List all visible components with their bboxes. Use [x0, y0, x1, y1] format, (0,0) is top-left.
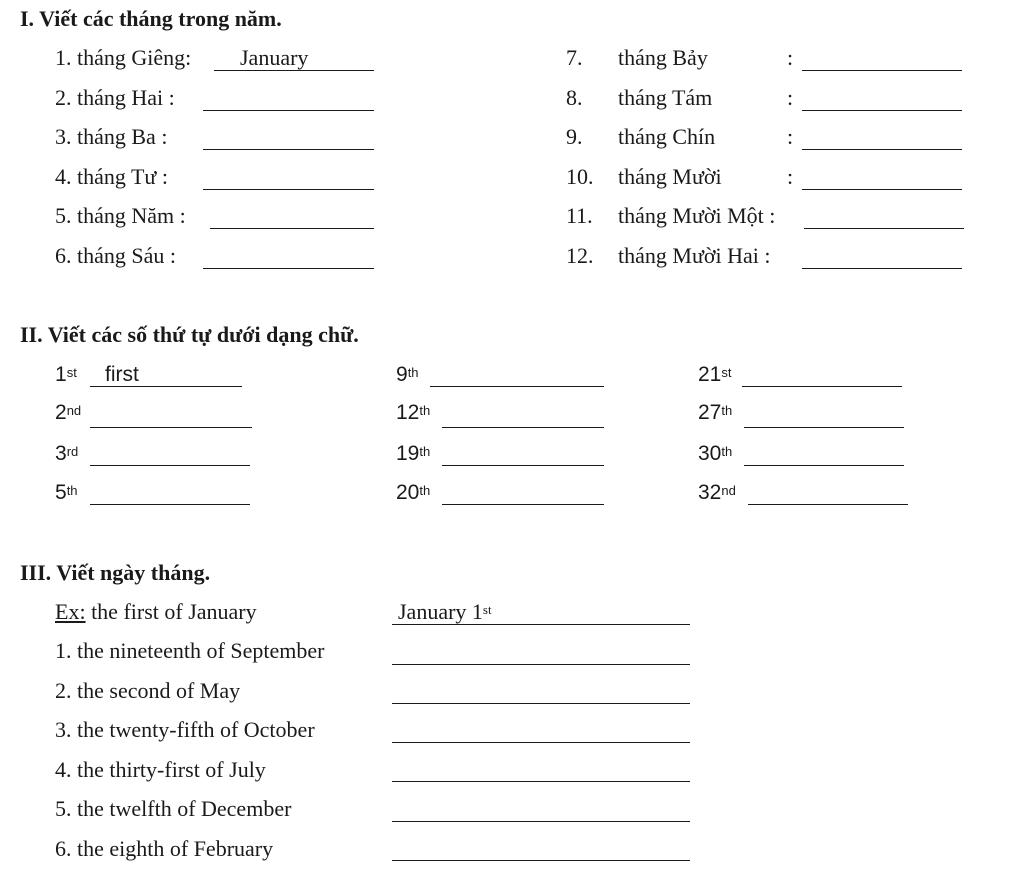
answer-line-date-1[interactable]	[392, 664, 690, 665]
example-answer-suffix: st	[482, 602, 492, 617]
month-colon-9: :	[787, 124, 794, 149]
answer-line-ordinal-20[interactable]	[442, 504, 604, 505]
ordinal-number: 20	[396, 481, 420, 504]
answer-line-month-5[interactable]	[210, 228, 374, 229]
example-answer-date: January 1	[398, 599, 483, 624]
month-num-10: 10.	[566, 164, 594, 189]
month-label-7: tháng Bảy	[618, 45, 708, 70]
answer-line-month-9[interactable]	[802, 149, 962, 150]
ordinal-number: 5	[55, 481, 67, 504]
month-num-9: 9.	[566, 124, 583, 149]
ordinal-number: 21	[698, 363, 722, 386]
ordinal-1	[55, 362, 77, 388]
month-label-10: tháng Mười	[618, 164, 722, 189]
answer-line-ordinal-2[interactable]	[90, 427, 252, 428]
ordinal-number: 19	[396, 442, 420, 465]
ordinal-suffix: th	[721, 403, 733, 418]
month-num-11: 11.	[566, 203, 593, 228]
ordinal-3	[55, 441, 78, 467]
ordinal-number: 1	[55, 363, 67, 386]
month-label-5: 5. tháng Năm :	[55, 203, 186, 228]
date-item-1: 1. the nineteenth of September	[55, 638, 325, 663]
ordinal-number: 3	[55, 442, 67, 465]
month-num-7: 7.	[566, 45, 583, 70]
ordinal-suffix: th	[66, 483, 78, 498]
ordinal-suffix: th	[419, 403, 431, 418]
section-1-heading: I. Viết các tháng trong năm.	[20, 6, 282, 31]
ordinal-12	[396, 400, 430, 426]
answer-line-date-3[interactable]	[392, 742, 690, 743]
answer-line-ordinal-19[interactable]	[442, 465, 604, 466]
ordinal-5	[55, 480, 78, 506]
answer-line-date-4[interactable]	[392, 781, 690, 782]
ordinal-suffix: th	[419, 444, 431, 459]
ordinal-suffix: nd	[721, 483, 736, 498]
month-label-6: 6. tháng Sáu :	[55, 243, 176, 268]
answer-line-month-8[interactable]	[802, 110, 962, 111]
month-label-2: 2. tháng Hai :	[55, 85, 175, 110]
month-label-1: 1. tháng Giêng:	[55, 45, 192, 70]
ordinal-suffix: th	[419, 483, 431, 498]
ordinal-number: 9	[396, 363, 408, 386]
example-text: the first of January	[91, 599, 257, 624]
answer-line-ordinal-3[interactable]	[90, 465, 250, 466]
month-num-12: 12.	[566, 243, 594, 268]
month-answer-1: January	[240, 45, 309, 70]
answer-line-month-7[interactable]	[802, 70, 962, 71]
ordinal-19	[396, 441, 430, 467]
answer-line-ordinal-12[interactable]	[442, 427, 604, 428]
ordinal-20	[396, 480, 430, 506]
ordinal-suffix: st	[721, 365, 732, 380]
month-colon-10: :	[787, 164, 794, 189]
answer-line-month-10[interactable]	[802, 189, 962, 190]
month-colon-8: :	[787, 85, 794, 110]
date-item-2: 2. the second of May	[55, 678, 241, 703]
ordinal-suffix: th	[407, 365, 419, 380]
date-item-5: 5. the twelfth of December	[55, 796, 292, 821]
ordinal-number: 32	[698, 481, 722, 504]
answer-line-ordinal-30[interactable]	[744, 465, 904, 466]
ordinal-21	[698, 362, 731, 388]
answer-line-date-5[interactable]	[392, 821, 690, 822]
answer-line-month-12[interactable]	[802, 268, 962, 269]
answer-line-ordinal-9[interactable]	[430, 386, 604, 387]
ordinal-9	[396, 362, 419, 388]
month-num-8: 8.	[566, 85, 583, 110]
answer-line-month-6[interactable]	[203, 268, 374, 269]
answer-line-month-4[interactable]	[203, 189, 374, 190]
ordinal-number: 12	[396, 401, 420, 424]
ordinal-suffix: st	[66, 365, 77, 380]
ordinal-2	[55, 400, 81, 426]
section-3-heading: III. Viết ngày tháng.	[20, 560, 211, 585]
answer-line-ordinal-27[interactable]	[744, 427, 904, 428]
example-row	[55, 599, 257, 625]
month-label-8: tháng Tám	[618, 85, 713, 110]
answer-line-ordinal-21[interactable]	[742, 386, 902, 387]
answer-line-ordinal-32[interactable]	[748, 504, 908, 505]
answer-line-date-2[interactable]	[392, 703, 690, 704]
ordinal-number: 30	[698, 442, 722, 465]
answer-line-month-11[interactable]	[804, 228, 964, 229]
month-label-11: tháng Mười Một :	[618, 203, 776, 228]
example-prefix: Ex:	[55, 599, 86, 624]
ordinal-suffix: th	[721, 444, 733, 459]
answer-line-ordinal-5[interactable]	[90, 504, 250, 505]
date-item-6: 6. the eighth of February	[55, 836, 274, 861]
answer-line-month-2[interactable]	[203, 110, 374, 111]
month-colon-7: :	[787, 45, 794, 70]
ordinal-30	[698, 441, 732, 467]
ordinal-number: 27	[698, 401, 722, 424]
month-label-12: tháng Mười Hai :	[618, 243, 771, 268]
date-item-3: 3. the twenty-fifth of October	[55, 717, 315, 742]
answer-line-date-6[interactable]	[392, 860, 690, 861]
answer-line-month-3[interactable]	[203, 149, 374, 150]
month-label-3: 3. tháng Ba :	[55, 124, 168, 149]
ordinal-answer-1: first	[105, 363, 139, 386]
month-label-9: tháng Chín	[618, 124, 716, 149]
section-2-heading: II. Viết các số thứ tự dưới dạng chữ.	[20, 322, 359, 347]
month-label-4: 4. tháng Tư :	[55, 164, 168, 189]
ordinal-32	[698, 480, 736, 506]
date-item-4: 4. the thirty-first of July	[55, 757, 266, 782]
ordinal-number: 2	[55, 401, 67, 424]
example-answer	[398, 599, 492, 625]
ordinal-suffix: rd	[66, 444, 79, 459]
ordinal-27	[698, 400, 732, 426]
ordinal-suffix: nd	[66, 403, 82, 418]
